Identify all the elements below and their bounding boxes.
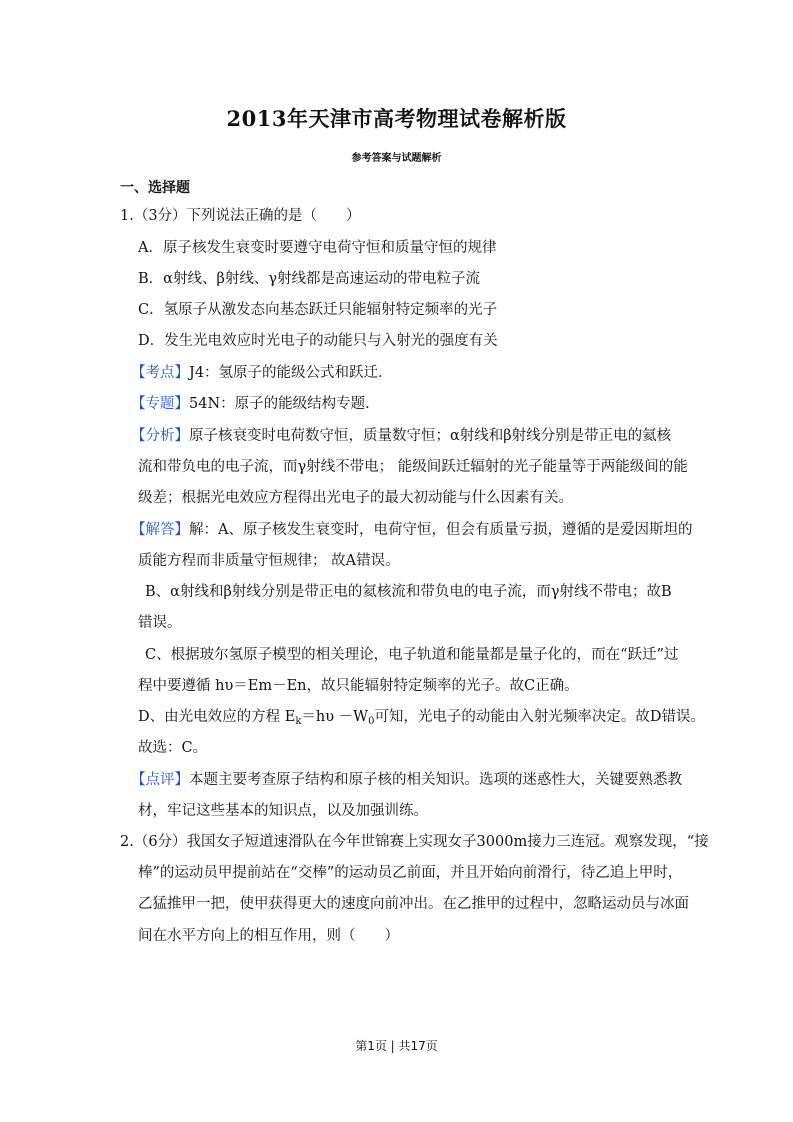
question-1-option-d: D．发生光电效应时光电子的动能只与入射光的强度有关	[138, 333, 498, 349]
fenxi-line-3: 级差；根据光电效应方程得出光电子的最大初动能与什么因素有关。	[138, 490, 573, 506]
answer-line: 故选：C。	[138, 740, 208, 756]
question-2-line-4: 间在水平方向上的相互作用，则（ ）	[138, 928, 399, 944]
zhuanti-tag: 【专题】	[131, 396, 189, 412]
dianping-line-2: 材，牢记这些基本的知识点，以及加强训练。	[138, 803, 428, 819]
zhuanti-text: 54N：原子的能级结构专题．	[189, 396, 380, 412]
jieda-text-7b: ＝hυ －W	[301, 709, 369, 725]
question-1-option-b: B．α射线、β射线、γ射线都是高速运动的带电粒子流	[138, 271, 480, 287]
zhuanti-line	[131, 394, 380, 414]
question-1-stem: 1.（3分）下列说法正确的是（ ）	[120, 208, 361, 224]
jieda-text-7a: D、由光电效应的方程 E	[138, 709, 296, 725]
question-2-line-3: 乙猛推甲一把，使甲获得更大的速度向前冲出。在乙推甲的过程中，忽略运动员与冰面	[138, 896, 689, 912]
jieda-line-1	[131, 520, 692, 540]
section-heading: 一、选择题	[120, 180, 190, 196]
kaodian-tag: 【考点】	[131, 365, 189, 381]
jieda-text-7c: 可知，光电子的动能由入射光频率决定。故D错误。	[374, 709, 706, 725]
subscript-k: k	[295, 716, 302, 727]
jieda-line-5: C、根据玻尔氢原子模型的相关理论，电子轨道和能量都是量子化的，而在“跃迁”过	[145, 647, 679, 663]
dianping-tag: 【点评】	[131, 772, 189, 788]
dianping-line-1	[131, 770, 682, 790]
jieda-line-4: 错误。	[138, 615, 182, 631]
kaodian-line	[131, 363, 393, 383]
page-footer: 第1页 | 共17页	[355, 1039, 438, 1053]
question-2-line-2: 棒”的运动员甲提前站在“交棒”的运动员乙前面，并且开始向前滑行，待乙追上甲时，	[138, 865, 683, 881]
question-1-option-c: C．氢原子从激发态向基态跃迁只能辐射特定频率的光子	[138, 302, 498, 318]
jieda-line-2: 质能方程而非质量守恒规律； 故A错误。	[138, 553, 400, 569]
page-subtitle: 参考答案与试题解析	[351, 153, 442, 164]
fenxi-text-1: 原子核衰变时电荷数守恒，质量数守恒；α射线和β射线分别是带正电的氦核	[189, 428, 672, 444]
question-1-option-a: A．原子核发生衰变时要遵守电荷守恒和质量守恒的规律	[138, 240, 497, 256]
jieda-tag: 【解答】	[131, 522, 189, 538]
dianping-text-1: 本题主要考查原子结构和原子核的相关知识。选项的迷惑性大，关键要熟悉教	[189, 772, 682, 788]
kaodian-text: J4：氢原子的能级公式和跃迁．	[189, 365, 393, 381]
fenxi-line-2: 流和带负电的电子流，而γ射线不带电； 能级间跃迁辐射的光子能量等于两能级间的能	[138, 459, 688, 475]
jieda-text-1: 解：A、原子核发生衰变时，电荷守恒，但会有质量亏损，遵循的是爱因斯坦的	[189, 522, 693, 538]
question-2-line-1: 2.（6分）我国女子短道速滑队在今年世锦赛上实现女子3000m接力三连冠。观察发现，“接	[120, 834, 709, 850]
fenxi-line-1	[131, 426, 671, 446]
fenxi-tag: 【分析】	[131, 428, 189, 444]
page-title: 2013年天津市高考物理试卷解析版	[226, 106, 567, 131]
jieda-line-7	[138, 707, 705, 727]
jieda-line-6: 程中要遵循 hυ＝Em－En，故只能辐射特定频率的光子。故C正确。	[138, 678, 579, 694]
subscript-0: 0	[368, 716, 375, 727]
jieda-line-3: B、α射线和β射线分别是带正电的氦核流和带负电的电子流，而γ射线不带电；故B	[145, 584, 672, 600]
